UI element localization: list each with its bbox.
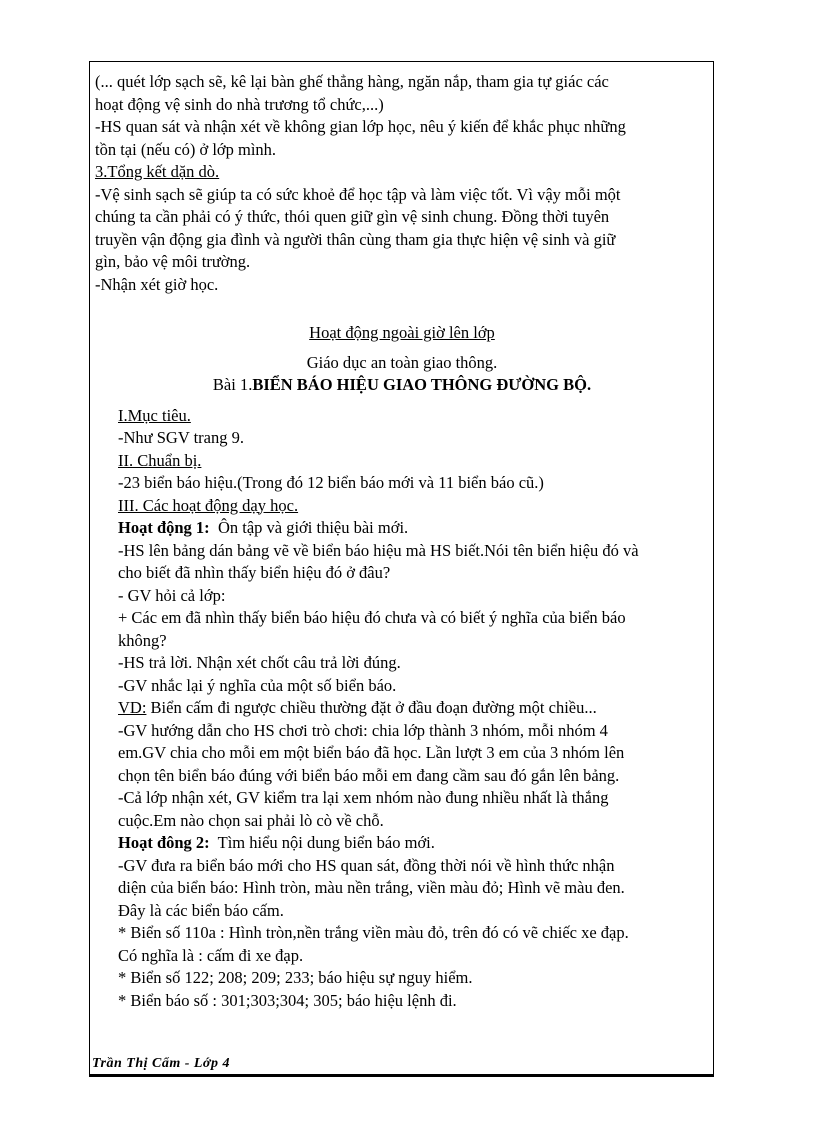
text-line: -23 biển báo hiệu.(Trong đó 12 biển báo mới và 11 biển báo cũ.): [118, 473, 544, 492]
text-line: diện của biển báo: Hình tròn, màu nền trắng, viền màu đỏ; Hình vẽ màu đen.: [118, 878, 625, 897]
text-line: -GV đưa ra biển báo mới cho HS quan sát, đồng thời nói về hình thức nhận: [118, 855, 615, 875]
text-line: em.GV chia cho mỗi em một biển báo đã học. Lần lượt 3 em của 3 nhóm lên: [118, 743, 625, 762]
text-line: -Vệ sinh sạch sẽ giúp ta có sức khoẻ để học tập và làm việc tốt. Vì vậy mỗi một: [95, 184, 621, 204]
text-line: tồn tại (nếu có) ở lớp mình.: [95, 139, 277, 159]
heading-hoat-dong: III. Các hoạt động dạy học.: [118, 495, 299, 515]
activity-1: Hoạt động 1: Ôn tập và giới thiệu bài mới.: [118, 518, 409, 537]
text-line: cho biết đã nhìn thấy biển hiệu đó ở đâu?: [118, 563, 391, 582]
text-line: chọn tên biển báo đúng với biển báo mỗi em đang cầm sau đó gắn lên bảng.: [118, 765, 620, 785]
text-line: * Biển số 110a : Hình tròn,nền trắng viền màu đỏ, trên đó có vẽ chiếc xe đạp.: [118, 923, 629, 942]
text-line: -GV nhắc lại ý nghĩa của một số biển báo.: [118, 675, 397, 695]
footer-author: Trần Thị Cẩm - Lớp 4: [92, 1056, 230, 1071]
text-line: -HS lên bảng dán bảng vẽ về biển báo hiệu mà HS biết.Nói tên biển hiệu đó và: [118, 540, 639, 560]
text-line: * Biển số 122; 208; 209; 233; báo hiệu sự nguy hiểm.: [118, 968, 473, 987]
text-line: không?: [118, 630, 167, 650]
text-line: truyền vận động gia đình và người thân cùng tham gia thực hiện vệ sinh và giữ: [95, 229, 616, 249]
example-line: VD: Biển cấm đi ngược chiều thường đặt ở đầu đoạn đường một chiều...: [118, 698, 597, 717]
page-border-bottom: [89, 1074, 714, 1077]
text-line: -Cả lớp nhận xét, GV kiểm tra lại xem nhóm nào đung nhiều nhất là thắng: [118, 788, 609, 807]
text-line: * Biển báo số : 301;303;304; 305; báo hiệu lệnh đi.: [118, 990, 457, 1010]
text-line: -HS trả lời. Nhận xét chốt câu trả lời đúng.: [118, 653, 401, 672]
text-line: hoạt động vệ sinh do nhà trương tổ chức,...): [95, 94, 384, 114]
lesson-title: Hoạt động ngoài giờ lên lớp: [309, 323, 495, 342]
lesson-body: [95, 405, 709, 1013]
document-content: [95, 71, 709, 1012]
text-line: Đây là các biển báo cấm.: [118, 900, 284, 920]
text-line: cuộc.Em nào chọn sai phải lò cò về chỗ.: [118, 810, 384, 830]
text-line: -Như SGV trang 9.: [118, 428, 244, 447]
text-line: -HS quan sát và nhận xét về không gian lớp học, nêu ý kiến để khắc phục những: [95, 117, 626, 136]
text-line: (... quét lớp sạch sẽ, kê lại bàn ghế thẳng hàng, ngăn nắp, tham gia tự giác các: [95, 72, 609, 91]
text-line: -Nhận xét giờ học.: [95, 274, 219, 294]
text-line: -GV hướng dẫn cho HS chơi trò chơi: chia lớp thành 3 nhóm, mỗi nhóm 4: [118, 720, 608, 740]
section-heading-3: 3.Tổng kết dặn dò.: [95, 162, 220, 181]
text-line: - GV hỏi cả lớp:: [118, 585, 226, 605]
text-line: + Các em đã nhìn thấy biển báo hiệu đó chưa và có biết ý nghĩa của biển báo: [118, 608, 626, 627]
activity-2: Hoạt đông 2: Tìm hiểu nội dung biển báo mới.: [118, 833, 435, 852]
text-line: Có nghĩa là : cấm đi xe đạp.: [118, 945, 304, 965]
heading-chuan-bi: II. Chuẩn bị.: [118, 450, 202, 470]
text-line: chúng ta cần phải có ý thức, thói quen giữ gìn vệ sinh chung. Đồng thời tuyên: [95, 207, 610, 226]
heading-muc-tieu: I.Mục tiêu.: [118, 405, 191, 425]
lesson-subtitle: Giáo dục an toàn giao thông.: [306, 352, 498, 372]
text-line: gìn, bảo vệ môi trường.: [95, 252, 251, 271]
lesson-heading: Bài 1.BIỂN BÁO HIỆU GIAO THÔNG ĐƯỜNG BỘ.: [212, 375, 592, 394]
